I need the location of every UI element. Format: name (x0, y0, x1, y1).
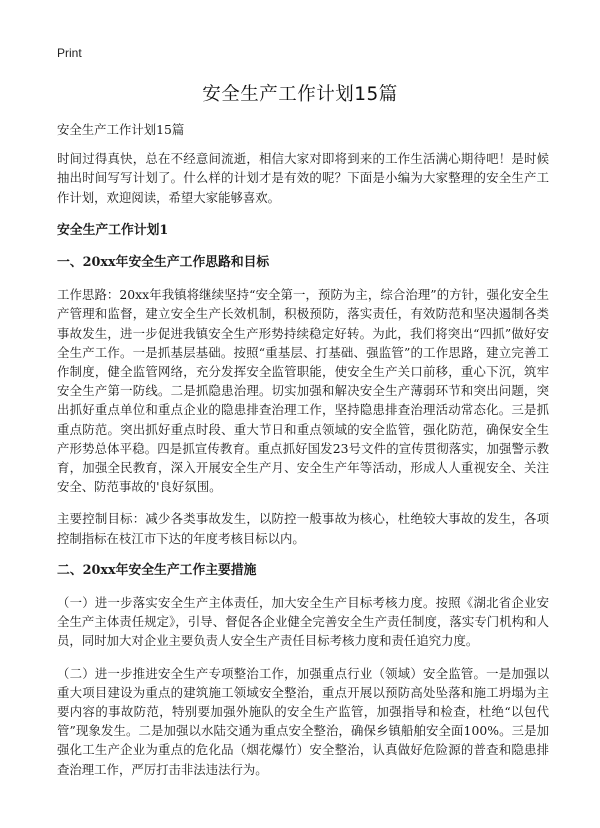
section-1-paragraph-2: 主要控制目标：减少各类事故发生，以防控一般事故为核心，杜绝较大事故的发生，各项控制指标在枝江市下达的年度考核目标以内。 (57, 511, 549, 546)
intro-paragraph: 时间过得真快，总在不经意间流逝，相信大家对即将到来的工作生活满心期待吧！是时候抽出时间写写计划了。什么样的计划才是有效的呢？下面是小编为大家整理的安全生产工作计划，欢迎阅读，希望大家能够喜欢。 (57, 151, 549, 205)
plan-heading: 安全生产工作计划1 (57, 222, 169, 238)
section-1-paragraph-1: 工作思路：20xx年我镇将继续坚持“安全第一，预防为主，综合治理”的方针，强化安全生产管理和监督，建立安全生产长效机制，积极预防，落实责任，有效防范和坚决遏制各类事故发生，进一步促进我镇安全生产形势持续稳定好转。为此，我们将突出“四抓”做好安全生产工作。一是抓基层基础。按照“重基层、打基础、强监管”的工作思路，建立完善工作制度，健全监管网络，充分发挥安全监管职能，使安全生产关口前移，重心下沉，筑牢安全生产第一防线。二是抓隐患治理。切实加强和解决安全生产薄弱环节和突出问题，突出抓好重点单位和重点企业的隐患排查治理工作，坚持隐患排查治理活动常态化。三是抓重点防范。突出抓好重点时段、重大节日和重点领域的安全监管，强化防范，确保安全生产形势总体平稳。四是抓宣传教育。重点抓好国发23号文件的宣传贯彻落实，加强警示教育，加强全民教育，深入开展安全生产月、安全生产年等活动，形成人人重视安全、关注安全、防范事故的'良好氛围。 (57, 287, 549, 495)
document-subtitle: 安全生产工作计划15篇 (57, 122, 185, 137)
section-2-paragraph-2: （二）进一步推进安全生产专项整治工作，加强重点行业（领域）安全监管。一是加强以重大项目建设为重点的建筑施工领域安全整治，重点开展以预防高处坠落和施工坍塌为主要内容的事故防范，特别要加强外施队的安全生产监管，加强指导和检查，杜绝“以包代管”现象发生。二是加强以水陆交通为重点安全整治，确保乡镇船舶安全面100%。三是加强化工生产企业为重点的危化品（烟花爆竹）安全整治，认真做好危险源的普查和隐患排查治理工作，严厉打击非法违法行为。 (57, 665, 549, 777)
page-title: 安全生产工作计划15篇 (202, 84, 398, 105)
section-2-paragraph-1: （一）进一步落实安全生产主体责任，加大安全生产目标考核力度。按照《湖北省企业安全生产主体责任规定》，引导、督促各企业健全完善安全生产责任制度，落实专门机构和人员，同时加大对企业主要负责人安全生产责任目标考核力度和责任追究力度。 (57, 595, 549, 649)
section-1-heading: 一、20xx年安全生产工作思路和目标 (57, 255, 270, 271)
print-label: Print (57, 46, 82, 60)
section-2-heading: 二、20xx年安全生产工作主要措施 (57, 562, 257, 578)
document-body (57, 120, 549, 792)
